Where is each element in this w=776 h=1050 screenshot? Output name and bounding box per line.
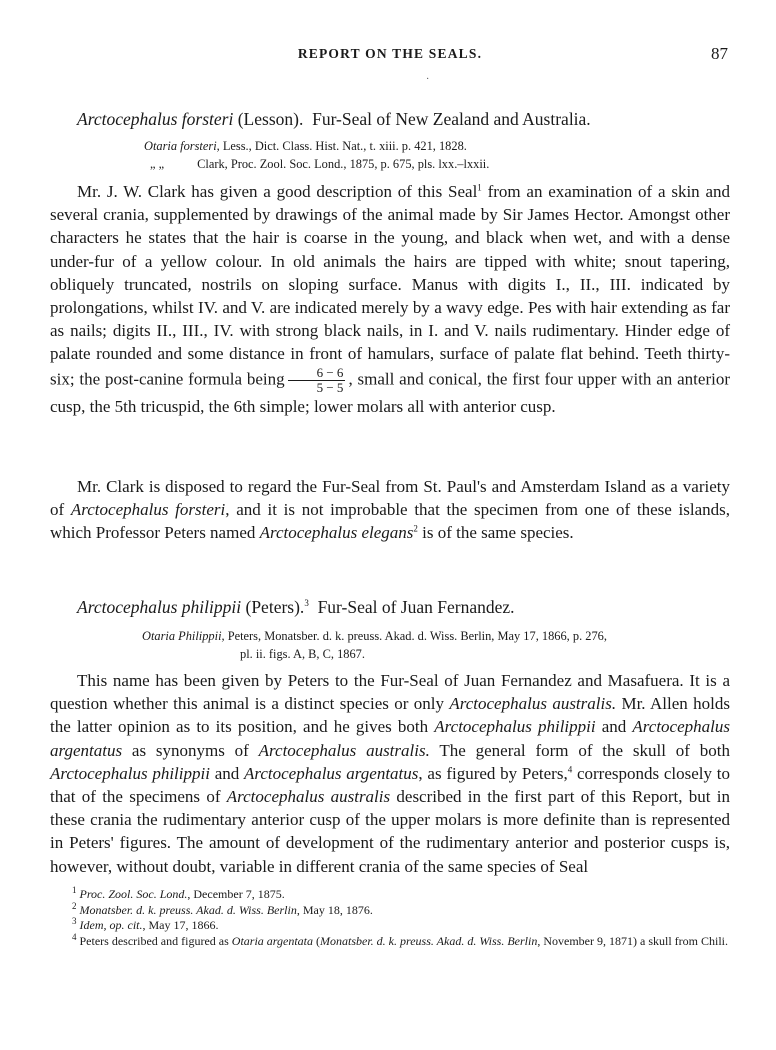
footnotes (50, 887, 730, 949)
synonym-name: Otaria Philippii, (142, 629, 225, 643)
species-heading-forsteri (77, 108, 591, 130)
footnote-ref: 2 (413, 523, 418, 534)
footnote: $^1$ Proc. Zool. Soc. Lond., December 7, 1875. (72, 885, 285, 901)
page-header (50, 44, 730, 68)
species-heading-philippii (77, 596, 515, 618)
footnote-ref: 1 (477, 182, 482, 193)
footnote-ref: 4 (567, 764, 573, 775)
synonym-name: Otaria forsteri, (144, 139, 220, 153)
paragraph: Mr. Clark is disposed to regard the Fur-Seal from St. Paul's and Amsterdam Island as a variety of Arctocephalus forsteri, and it is not improbable that the specimen from one of these islands, which Professor Peters named Arctocephalus elegans$^2$ is of the same species. (50, 477, 730, 543)
species-name: Arctocephalus forsteri (77, 109, 234, 129)
species-authority: (Lesson). (237, 109, 304, 129)
dental-formula: $\frac{6 - 6}{5 - 5}$ (288, 366, 346, 395)
printer-mark: · (426, 74, 430, 85)
species-authority: (Peters). (245, 597, 305, 617)
paragraph: This name has been given by Peters to the Fur-Seal of Juan Fernandez and Masafuera. It is a question whether this animal is a distinct species or only Arctocephalus australis. Mr. Allen holds the latter opinion as to its position, and he gives both Arctocephalus philippii and Arctocephalus argentatus as synonyms of Arctocephalus australis. The general form of the skull of both Arctocephalus philippii and Arctocephalus argentatus, as figured by Peters,$^4$ corresponds closely to that of the specimens of Arctocephalus australis described in the first part of this Report, but in these crania the rudimentary anterior cusp of the upper molars is more definite than is represented in Peters' figures. The amount of development of the rudimentary anterior and posterior cusps is, however, without doubt, variable in different crania of the same species of Seal (50, 671, 730, 876)
species-common-name: Fur-Seal of Juan Fernandez. (317, 597, 515, 617)
synonym-ref: Peters, Monatsber. d. k. preuss. Akad. d. Wiss. Berlin, May 17, 1866, p. 276, (227, 629, 607, 643)
footnote: $^4$ Peters described and figured as Otaria argentata (Monatsber. d. k. preuss. Akad. d. Wiss. Berlin, November 9, 1871) a skull from Chili. (72, 931, 728, 948)
species-common-name: Fur-Seal of New Zealand and Australia. (312, 109, 591, 129)
synonym-ref: Clark, Proc. Zool. Soc. Lond., 1875, p. 675, pls. lxx.–lxxii. (197, 157, 490, 171)
footnote: $^2$ Monatsber. d. k. preuss. Akad. d. Wiss. Berlin, May 18, 1876. (72, 900, 373, 917)
synonym-ref: Less., Dict. Class. Hist. Nat., t. xiii. p. 421, 1828. (222, 139, 467, 153)
synonym-ref: pl. ii. figs. A, B, C, 1867. (240, 647, 365, 661)
synonym-line (240, 646, 365, 663)
footnote: $^3$ Idem, op. cit., May 17, 1866. (72, 916, 219, 932)
species-name: Arctocephalus philippii (77, 597, 242, 617)
ditto-marks: „ „ (150, 157, 165, 171)
synonym-line (144, 138, 467, 155)
synonym-line (150, 156, 489, 173)
synonym-line (142, 628, 607, 645)
paragraph: Mr. J. W. Clark has given a good description of this Seal$^1$ from an examination of a skin and several crania, supplemented by drawings of the animal made by Sir James Hector. Amongst other characters he states that the hair is coarse in the young, and black when wet, and with a dense under-fur of a yellow colour. In old animals the hairs are tipped with white; snout tapering, obliquely truncated, nostrils on sloping surface. Manus with digits I., II., III. indicated by prolongations, whilst IV. and V. are indicated merely by a wavy edge. Pes with hair extending as far as nails; digits II., III., IV. with strong black nails, in I. and V. nails rudimentary. Hinder edge of palate rounded and some distance in front of hamulars, surface of palate flat behind. Teeth thirty-six; the post-canine formula being $\frac{6 - 6}{5 - 5}$ , small and conical, the first four upper with an anterior cusp, the 5th tricuspid, the 6th simple; lower molars all with anterior cusp. (50, 182, 731, 416)
running-head: REPORT ON THE SEALS. (297, 46, 483, 61)
footnote-ref: 3 (304, 598, 309, 609)
page-number: 87 (711, 44, 728, 63)
